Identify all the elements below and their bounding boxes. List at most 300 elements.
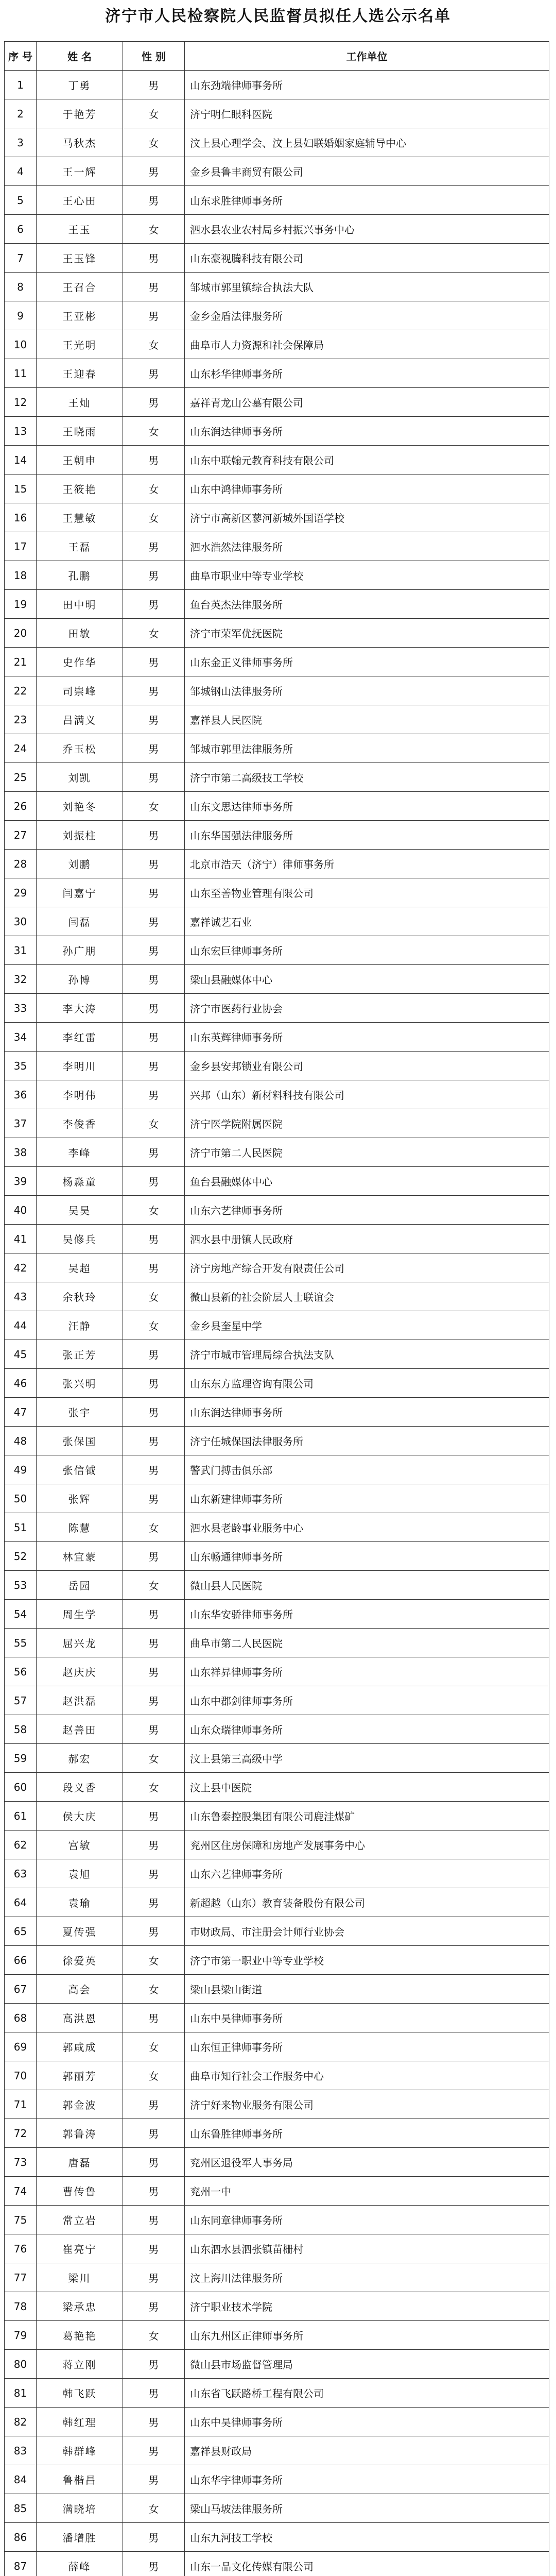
table-row <box>5 2408 549 2436</box>
cell-gender: 男 <box>123 532 185 561</box>
cell-no: 41 <box>5 1225 37 1253</box>
cell-name: 王迎春 <box>37 359 123 388</box>
cell-gender: 男 <box>123 244 185 273</box>
cell-no: 71 <box>5 2090 37 2119</box>
cell-no: 61 <box>5 1802 37 1831</box>
cell-no: 43 <box>5 1282 37 1311</box>
cell-unit: 梁山县梁山街道 <box>185 1975 549 2004</box>
table-row <box>5 2004 549 2032</box>
cell-name: 曹传鲁 <box>37 2177 123 2206</box>
table-row <box>5 1311 549 1340</box>
cell-name: 袁旭 <box>37 1859 123 1888</box>
cell-unit: 新超越（山东）教育装备股份有限公司 <box>185 1888 549 1917</box>
cell-name: 赵庆庆 <box>37 1657 123 1686</box>
cell-name: 赵善田 <box>37 1715 123 1744</box>
cell-name: 蒋立刚 <box>37 2350 123 2379</box>
cell-unit: 济宁市荣军优抚医院 <box>185 619 549 648</box>
cell-unit: 兖州区退役军人事务局 <box>185 2148 549 2177</box>
cell-name: 韩红理 <box>37 2408 123 2436</box>
cell-name: 袁瑜 <box>37 1888 123 1917</box>
cell-name: 杨淼童 <box>37 1167 123 1196</box>
cell-gender: 男 <box>123 878 185 907</box>
table-row <box>5 1080 549 1109</box>
cell-gender: 男 <box>123 186 185 215</box>
cell-name: 葛艳艳 <box>37 2321 123 2350</box>
table-row <box>5 2177 549 2206</box>
cell-no: 81 <box>5 2379 37 2408</box>
table-row <box>5 1138 549 1167</box>
cell-name: 张兴明 <box>37 1369 123 1398</box>
cell-unit: 金乡县安邦锁业有限公司 <box>185 1052 549 1080</box>
cell-gender: 男 <box>123 561 185 590</box>
cell-unit: 山东华宇律师事务所 <box>185 2465 549 2494</box>
header-row <box>5 42 549 71</box>
cell-name: 张辉 <box>37 1484 123 1513</box>
cell-name: 鲁楷昌 <box>37 2465 123 2494</box>
cell-gender: 男 <box>123 994 185 1023</box>
cell-gender: 男 <box>123 2004 185 2032</box>
cell-gender: 男 <box>123 1484 185 1513</box>
table-row <box>5 2061 549 2090</box>
cell-no: 16 <box>5 503 37 532</box>
table-row <box>5 2206 549 2234</box>
cell-no: 62 <box>5 1831 37 1859</box>
cell-unit: 山东润达律师事务所 <box>185 417 549 446</box>
header-name: 姓 名 <box>37 42 123 71</box>
cell-gender: 男 <box>123 705 185 734</box>
cell-name: 田中明 <box>37 590 123 619</box>
table-row <box>5 2552 549 2576</box>
cell-gender: 男 <box>123 2263 185 2292</box>
cell-unit: 山东至善物业管理有限公司 <box>185 878 549 907</box>
table-row <box>5 359 549 388</box>
table-row <box>5 186 549 215</box>
table-row <box>5 2379 549 2408</box>
cell-no: 23 <box>5 705 37 734</box>
cell-name: 于艳芳 <box>37 99 123 128</box>
cell-name: 周生学 <box>37 1600 123 1629</box>
cell-unit: 山东中联翰元教育科技有限公司 <box>185 446 549 474</box>
table-row <box>5 2494 549 2523</box>
cell-name: 史作华 <box>37 648 123 676</box>
table-row <box>5 301 549 330</box>
cell-gender: 女 <box>123 128 185 157</box>
cell-gender: 女 <box>123 99 185 128</box>
cell-name: 赵洪磊 <box>37 1686 123 1715</box>
cell-name: 闫磊 <box>37 907 123 936</box>
header-unit: 工作单位 <box>185 42 549 71</box>
cell-no: 32 <box>5 965 37 994</box>
cell-unit: 山东金正义律师事务所 <box>185 648 549 676</box>
cell-gender: 男 <box>123 1657 185 1686</box>
table-row <box>5 763 549 792</box>
cell-unit: 济宁职业技术学院 <box>185 2292 549 2321</box>
header-gender: 性 别 <box>123 42 185 71</box>
cell-name: 王玉 <box>37 215 123 244</box>
cell-no: 3 <box>5 128 37 157</box>
cell-name: 高会 <box>37 1975 123 2004</box>
cell-no: 86 <box>5 2523 37 2552</box>
cell-unit: 邹城市郭里镇综合执法大队 <box>185 273 549 301</box>
cell-no: 27 <box>5 821 37 850</box>
cell-name: 徐爱英 <box>37 1946 123 1975</box>
cell-no: 53 <box>5 1571 37 1600</box>
cell-unit: 山东新建律师事务所 <box>185 1484 549 1513</box>
cell-no: 78 <box>5 2292 37 2321</box>
cell-no: 54 <box>5 1600 37 1629</box>
cell-gender: 男 <box>123 2119 185 2148</box>
cell-no: 14 <box>5 446 37 474</box>
cell-no: 8 <box>5 273 37 301</box>
cell-gender: 男 <box>123 1052 185 1080</box>
cell-name: 孙博 <box>37 965 123 994</box>
table-row <box>5 503 549 532</box>
cell-unit: 兖州区住房保障和房地产发展事务中心 <box>185 1831 549 1859</box>
cell-name: 韩飞跃 <box>37 2379 123 2408</box>
cell-gender: 男 <box>123 1629 185 1657</box>
cell-name: 王亚彬 <box>37 301 123 330</box>
cell-name: 屈兴龙 <box>37 1629 123 1657</box>
table-row <box>5 1917 549 1946</box>
cell-name: 郭丽芳 <box>37 2061 123 2090</box>
cell-no: 76 <box>5 2234 37 2263</box>
cell-name: 张保国 <box>37 1427 123 1455</box>
cell-no: 10 <box>5 330 37 359</box>
cell-name: 刘振柱 <box>37 821 123 850</box>
table-row <box>5 2263 549 2292</box>
table-row <box>5 1109 549 1138</box>
cell-no: 79 <box>5 2321 37 2350</box>
cell-name: 李大涛 <box>37 994 123 1023</box>
cell-unit: 山东同章律师事务所 <box>185 2206 549 2234</box>
table-row <box>5 1802 549 1831</box>
cell-name: 闫嘉宁 <box>37 878 123 907</box>
cell-unit: 山东润达律师事务所 <box>185 1398 549 1427</box>
cell-unit: 山东中昊律师事务所 <box>185 2004 549 2032</box>
cell-unit: 山东宏巨律师事务所 <box>185 936 549 965</box>
table-row <box>5 1253 549 1282</box>
table-row <box>5 1600 549 1629</box>
cell-gender: 男 <box>123 850 185 878</box>
cell-name: 汪静 <box>37 1311 123 1340</box>
cell-gender: 女 <box>123 2032 185 2061</box>
cell-no: 22 <box>5 676 37 705</box>
cell-no: 20 <box>5 619 37 648</box>
cell-gender: 男 <box>123 2379 185 2408</box>
cell-unit: 鱼台县融媒体中心 <box>185 1167 549 1196</box>
cell-gender: 女 <box>123 2061 185 2090</box>
cell-unit: 山东九州区正律师事务所 <box>185 2321 549 2350</box>
cell-gender: 男 <box>123 2090 185 2119</box>
cell-gender: 男 <box>123 1600 185 1629</box>
table-row <box>5 965 549 994</box>
cell-unit: 泗水浩然法律服务所 <box>185 532 549 561</box>
cell-gender: 男 <box>123 273 185 301</box>
cell-gender: 男 <box>123 1802 185 1831</box>
cell-no: 60 <box>5 1773 37 1802</box>
cell-gender: 男 <box>123 936 185 965</box>
table-row <box>5 994 549 1023</box>
cell-unit: 微山县新的社会阶层人士联谊会 <box>185 1282 549 1311</box>
cell-no: 68 <box>5 2004 37 2032</box>
cell-unit: 北京市浩天（济宁）律师事务所 <box>185 850 549 878</box>
table-row <box>5 2090 549 2119</box>
cell-name: 王召合 <box>37 273 123 301</box>
cell-no: 84 <box>5 2465 37 2494</box>
cell-gender: 男 <box>123 1686 185 1715</box>
cell-no: 7 <box>5 244 37 273</box>
cell-name: 刘艳冬 <box>37 792 123 821</box>
cell-gender: 男 <box>123 648 185 676</box>
cell-unit: 山东中郡剑律师事务所 <box>185 1686 549 1715</box>
cell-no: 25 <box>5 763 37 792</box>
cell-gender: 男 <box>123 1253 185 1282</box>
table-row <box>5 1859 549 1888</box>
table-row <box>5 2321 549 2350</box>
table-row <box>5 1542 549 1571</box>
table-row <box>5 792 549 821</box>
table-row <box>5 1946 549 1975</box>
cell-no: 59 <box>5 1744 37 1773</box>
cell-name: 李峰 <box>37 1138 123 1167</box>
cell-gender: 男 <box>123 1859 185 1888</box>
cell-unit: 山东豪视腾科技有限公司 <box>185 244 549 273</box>
cell-unit: 山东九河技工学校 <box>185 2523 549 2552</box>
table-row <box>5 1398 549 1427</box>
cell-unit: 济宁好来物业服务有限公司 <box>185 2090 549 2119</box>
cell-name: 宫敏 <box>37 1831 123 1859</box>
cell-gender: 男 <box>123 1369 185 1398</box>
cell-name: 王灿 <box>37 388 123 417</box>
cell-unit: 山东中鸿律师事务所 <box>185 474 549 503</box>
cell-no: 55 <box>5 1629 37 1657</box>
table-row <box>5 244 549 273</box>
table-row <box>5 590 549 619</box>
cell-name: 郭鲁涛 <box>37 2119 123 2148</box>
table-row <box>5 1629 549 1657</box>
table-row <box>5 821 549 850</box>
cell-no: 87 <box>5 2552 37 2576</box>
cell-no: 36 <box>5 1080 37 1109</box>
cell-no: 63 <box>5 1859 37 1888</box>
cell-name: 田敏 <box>37 619 123 648</box>
table-row <box>5 1831 549 1859</box>
cell-no: 21 <box>5 648 37 676</box>
table-row <box>5 1888 549 1917</box>
cell-name: 段义香 <box>37 1773 123 1802</box>
table-row <box>5 1571 549 1600</box>
cell-gender: 男 <box>123 734 185 763</box>
header-no: 序 号 <box>5 42 37 71</box>
table-row <box>5 734 549 763</box>
cell-gender: 男 <box>123 388 185 417</box>
cell-unit: 济宁市第一职业中等专业学校 <box>185 1946 549 1975</box>
cell-no: 73 <box>5 2148 37 2177</box>
cell-no: 2 <box>5 99 37 128</box>
cell-gender: 男 <box>123 446 185 474</box>
cell-gender: 男 <box>123 2523 185 2552</box>
cell-no: 46 <box>5 1369 37 1398</box>
cell-name: 丁勇 <box>37 71 123 99</box>
cell-unit: 山东华国强法律服务所 <box>185 821 549 850</box>
cell-no: 9 <box>5 301 37 330</box>
cell-unit: 山东东方监理咨询有限公司 <box>185 1369 549 1398</box>
cell-gender: 男 <box>123 763 185 792</box>
table-row <box>5 1340 549 1369</box>
cell-no: 40 <box>5 1196 37 1225</box>
cell-no: 17 <box>5 532 37 561</box>
cell-no: 30 <box>5 907 37 936</box>
table-row <box>5 1369 549 1398</box>
cell-unit: 山东祥昇律师事务所 <box>185 1657 549 1686</box>
table-row <box>5 215 549 244</box>
cell-gender: 男 <box>123 1167 185 1196</box>
cell-unit: 警武门搏击俱乐部 <box>185 1455 549 1484</box>
cell-no: 74 <box>5 2177 37 2206</box>
table-row <box>5 2465 549 2494</box>
table-row <box>5 157 549 186</box>
table-row <box>5 1427 549 1455</box>
cell-no: 83 <box>5 2436 37 2465</box>
cell-unit: 梁山马坡法律服务所 <box>185 2494 549 2523</box>
cell-unit: 市财政局、市注册会计师行业协会 <box>185 1917 549 1946</box>
cell-name: 王慧敏 <box>37 503 123 532</box>
cell-unit: 梁山县融媒体中心 <box>185 965 549 994</box>
table-row <box>5 648 549 676</box>
cell-gender: 女 <box>123 417 185 446</box>
cell-no: 65 <box>5 1917 37 1946</box>
cell-name: 刘凯 <box>37 763 123 792</box>
cell-unit: 山东恒正律师事务所 <box>185 2032 549 2061</box>
cell-name: 郭金波 <box>37 2090 123 2119</box>
cell-gender: 男 <box>123 2292 185 2321</box>
table-row <box>5 2523 549 2552</box>
cell-name: 岳园 <box>37 1571 123 1600</box>
cell-unit: 山东鲁泰控股集团有限公司鹿洼煤矿 <box>185 1802 549 1831</box>
table-row <box>5 676 549 705</box>
cell-unit: 山东劲端律师事务所 <box>185 71 549 99</box>
table-row <box>5 1455 549 1484</box>
cell-gender: 男 <box>123 2148 185 2177</box>
table-row <box>5 878 549 907</box>
cell-no: 75 <box>5 2206 37 2234</box>
cell-gender: 男 <box>123 676 185 705</box>
cell-name: 王光明 <box>37 330 123 359</box>
table-row <box>5 2234 549 2263</box>
cell-gender: 男 <box>123 157 185 186</box>
table-row <box>5 417 549 446</box>
cell-name: 乔玉松 <box>37 734 123 763</box>
cell-gender: 女 <box>123 1282 185 1311</box>
cell-name: 陈慧 <box>37 1513 123 1542</box>
cell-gender: 男 <box>123 965 185 994</box>
table-row <box>5 705 549 734</box>
cell-unit: 济宁市高新区蓼河新城外国语学校 <box>185 503 549 532</box>
cell-gender: 男 <box>123 590 185 619</box>
cell-unit: 汶上县中医院 <box>185 1773 549 1802</box>
cell-name: 王玉锋 <box>37 244 123 273</box>
cell-gender: 男 <box>123 1831 185 1859</box>
cell-unit: 泗水县中册镇人民政府 <box>185 1225 549 1253</box>
table-row <box>5 1052 549 1080</box>
cell-gender: 女 <box>123 1773 185 1802</box>
cell-unit: 汶上县第三高级中学 <box>185 1744 549 1773</box>
table-row <box>5 128 549 157</box>
cell-gender: 男 <box>123 1888 185 1917</box>
cell-no: 51 <box>5 1513 37 1542</box>
cell-unit: 济宁市城市管理局综合执法支队 <box>185 1340 549 1369</box>
table-row <box>5 1225 549 1253</box>
cell-name: 司崇峰 <box>37 676 123 705</box>
cell-name: 张信钺 <box>37 1455 123 1484</box>
table-row <box>5 474 549 503</box>
cell-gender: 男 <box>123 2234 185 2263</box>
cell-unit: 山东文思达律师事务所 <box>185 792 549 821</box>
cell-no: 64 <box>5 1888 37 1917</box>
cell-gender: 女 <box>123 1196 185 1225</box>
cell-no: 48 <box>5 1427 37 1455</box>
cell-no: 49 <box>5 1455 37 1484</box>
table-row <box>5 1715 549 1744</box>
cell-unit: 济宁医学院附属医院 <box>185 1109 549 1138</box>
cell-gender: 男 <box>123 2436 185 2465</box>
table-row <box>5 273 549 301</box>
cell-no: 56 <box>5 1657 37 1686</box>
cell-name: 吴超 <box>37 1253 123 1282</box>
cell-unit: 山东中昊律师事务所 <box>185 2408 549 2436</box>
cell-gender: 男 <box>123 1455 185 1484</box>
cell-name: 夏传强 <box>37 1917 123 1946</box>
cell-no: 44 <box>5 1311 37 1340</box>
cell-name: 王心田 <box>37 186 123 215</box>
cell-gender: 男 <box>123 1398 185 1427</box>
cell-no: 72 <box>5 2119 37 2148</box>
table-row <box>5 1744 549 1773</box>
table-row <box>5 1023 549 1052</box>
table-header <box>5 42 549 71</box>
cell-name: 潘增胜 <box>37 2523 123 2552</box>
cell-no: 39 <box>5 1167 37 1196</box>
cell-unit: 金乡县奎星中学 <box>185 1311 549 1340</box>
cell-name: 满晓培 <box>37 2494 123 2523</box>
cell-unit: 山东求胜律师事务所 <box>185 186 549 215</box>
cell-gender: 男 <box>123 2177 185 2206</box>
cell-no: 35 <box>5 1052 37 1080</box>
cell-name: 梁川 <box>37 2263 123 2292</box>
cell-no: 45 <box>5 1340 37 1369</box>
cell-gender: 女 <box>123 215 185 244</box>
cell-no: 31 <box>5 936 37 965</box>
cell-no: 34 <box>5 1023 37 1052</box>
table-row <box>5 1657 549 1686</box>
cell-no: 29 <box>5 878 37 907</box>
cell-no: 37 <box>5 1109 37 1138</box>
cell-gender: 女 <box>123 619 185 648</box>
cell-no: 42 <box>5 1253 37 1282</box>
cell-gender: 男 <box>123 71 185 99</box>
cell-gender: 男 <box>123 2408 185 2436</box>
cell-unit: 山东泗水县泗张镇苗栅村 <box>185 2234 549 2263</box>
table-row <box>5 1282 549 1311</box>
cell-name: 张正芳 <box>37 1340 123 1369</box>
cell-unit: 曲阜市知行社会工作服务中心 <box>185 2061 549 2090</box>
cell-unit: 山东英辉律师事务所 <box>185 1023 549 1052</box>
table-row <box>5 1484 549 1513</box>
cell-name: 林宜蒙 <box>37 1542 123 1571</box>
cell-unit: 微山县人民医院 <box>185 1571 549 1600</box>
cell-gender: 女 <box>123 503 185 532</box>
cell-unit: 曲阜市人力资源和社会保障局 <box>185 330 549 359</box>
